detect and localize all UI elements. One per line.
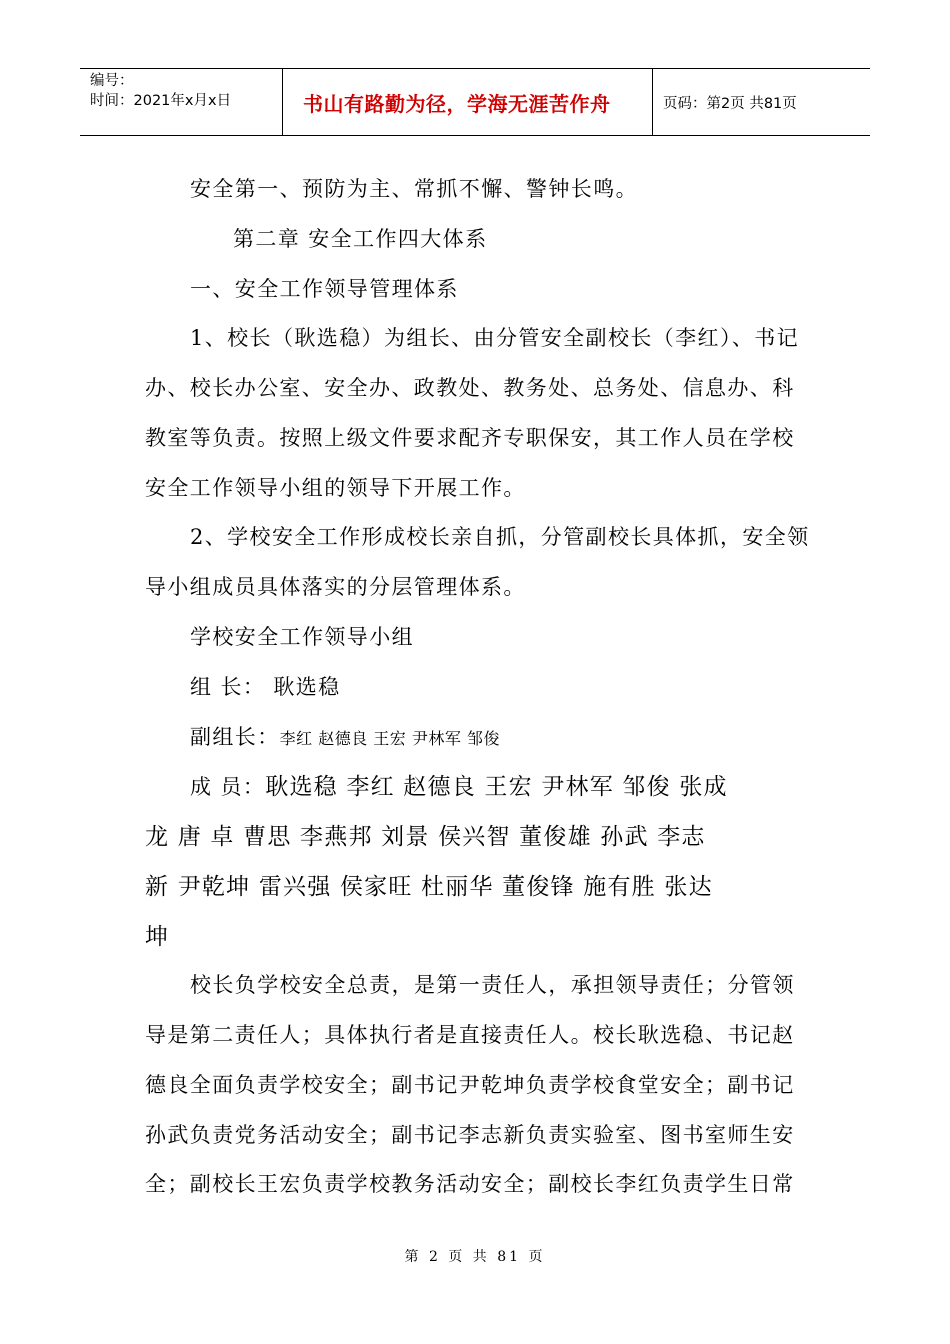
paragraph-line: 导小组成员具体落实的分层管理体系。: [145, 575, 526, 599]
paragraph-line: 孙武负责党务活动安全；副书记李志新负责实验室、图书室师生安: [145, 1123, 795, 1147]
chapter-heading: 第二章 安全工作四大体系: [233, 227, 488, 251]
document-header: [80, 68, 870, 136]
vice-leader-names: 李红 赵德良 王宏 尹林军 邹俊: [279, 729, 500, 748]
paragraph-line: 2、学校安全工作形成校长亲自抓，分管副校长具体抓，安全领: [190, 525, 810, 549]
group-leader: 组 长： 耿选稳: [190, 675, 341, 699]
header-page-number: 页码：第2页 共81页: [663, 95, 797, 112]
page-footer: 第 2 页 共 81 页: [404, 1249, 546, 1265]
paragraph-line: 安全第一、预防为主、常抓不懈、警钟长鸣。: [190, 177, 638, 201]
header-motto: 书山有路勤为径，学海无涯苦作舟: [283, 69, 653, 135]
paragraph-line: 教室等负责。按照上级文件要求配齐专职保安，其工作人员在学校: [145, 426, 795, 450]
member-names: 龙 唐 卓 曹思 李燕邦 刘景 侯兴智 董俊雄 孙武 李志: [145, 824, 706, 850]
vice-leader-row: [190, 721, 500, 751]
section-heading: 一、安全工作领导管理体系: [190, 277, 459, 301]
member-label: 成 员：: [190, 775, 266, 799]
document-number-label: 编号：: [90, 73, 134, 89]
paragraph-line: 德良全面负责学校安全；副书记尹乾坤负责学校食堂安全；副书记: [145, 1073, 795, 1097]
document-date: 时间：2021年x月x日: [90, 93, 232, 109]
member-names: 耿选稳 李红 赵德良 王宏 尹林军 邹俊 张成: [265, 774, 728, 800]
paragraph-line: 1、校长（耿选稳）为组长、由分管安全副校长（李红）、书记: [190, 326, 800, 350]
member-names: 坤: [145, 924, 170, 950]
paragraph-line: 办、校长办公室、安全办、政教处、教务处、总务处、信息办、科: [145, 376, 795, 400]
member-names: 新 尹乾坤 雷兴强 侯家旺 杜丽华 董俊锋 施有胜 张达: [145, 874, 713, 900]
member-row: [190, 768, 728, 801]
group-title: 学校安全工作领导小组: [190, 625, 414, 649]
header-meta: [80, 69, 283, 135]
paragraph-line: 全；副校长王宏负责学校教务活动安全；副校长李红负责学生日常: [145, 1172, 795, 1196]
paragraph-line: 安全工作领导小组的领导下开展工作。: [145, 476, 526, 500]
vice-leader-label: 副组长：: [190, 725, 280, 749]
paragraph-line: 校长负学校安全总责，是第一责任人，承担领导责任；分管领: [190, 973, 795, 997]
paragraph-line: 导是第二责任人；具体执行者是直接责任人。校长耿选稳、书记赵: [145, 1023, 795, 1047]
